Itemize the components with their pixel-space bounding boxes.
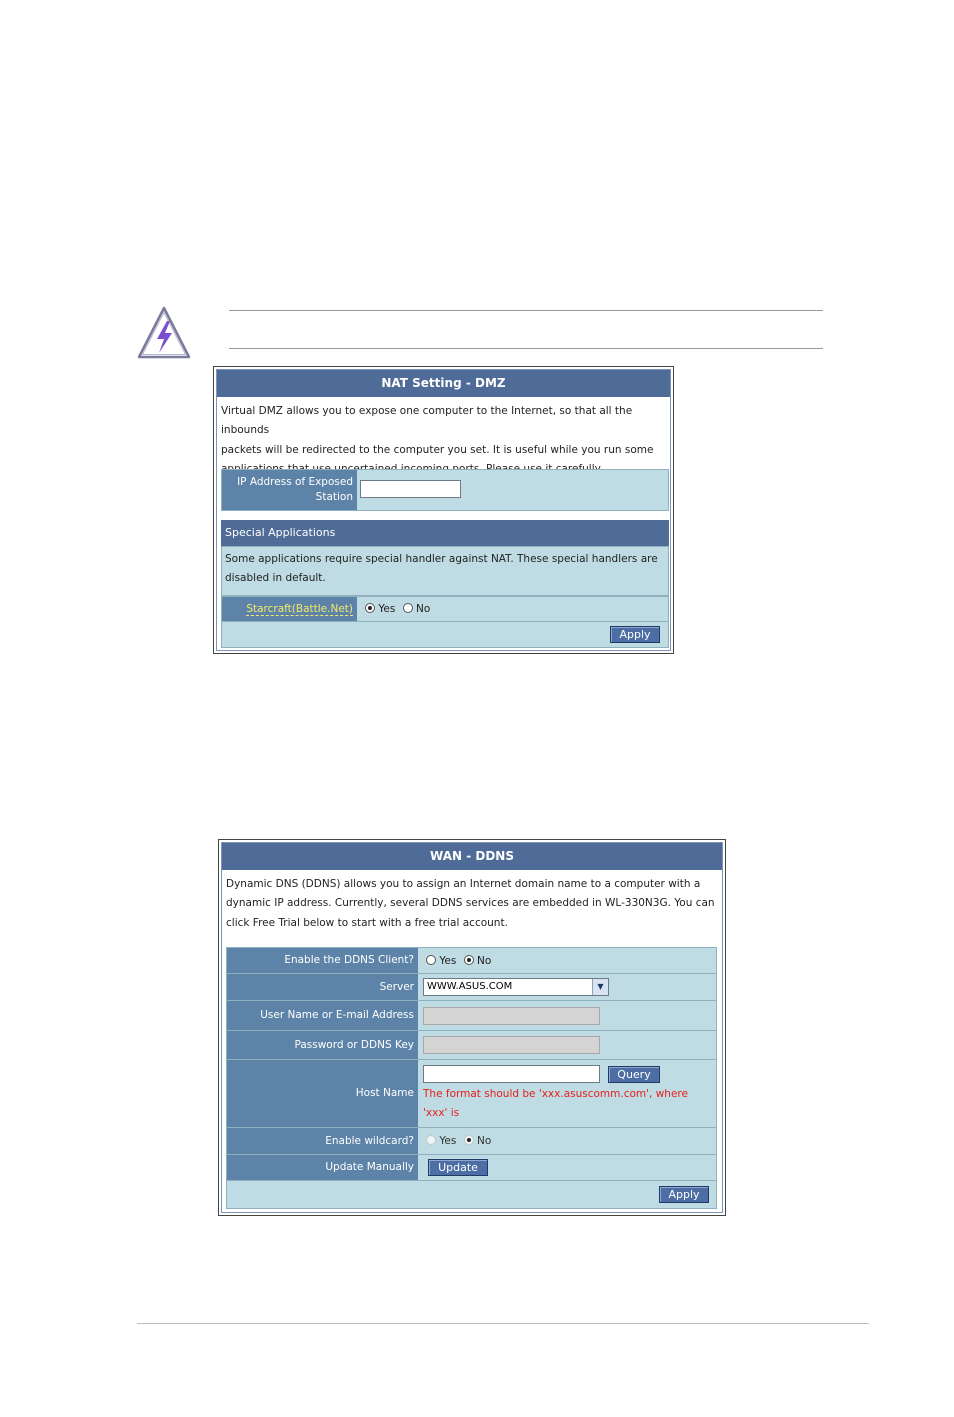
warning-lightning-icon [136,305,192,361]
ddns-user-input[interactable] [423,1007,600,1025]
dmz-apply-button[interactable]: Apply [610,626,660,643]
ddns-host-input[interactable] [423,1065,600,1083]
dmz-apply-row [221,622,669,648]
ddns-user-row [226,1001,717,1031]
dmz-description [221,402,667,479]
dmz-description-line: packets will be redirected to the computer you set. It is useful while you run some [221,443,654,456]
ddns-password-input[interactable] [423,1036,600,1054]
warning-bottom-rule [229,348,823,349]
ddns-server-label: Server [227,974,418,1000]
special-applications-header: Special Applications [221,520,669,546]
starcraft-yes-label: Yes [378,603,396,615]
starcraft-no-label: No [415,603,431,615]
ddns-host-row [226,1060,717,1128]
starcraft-label-cell [222,597,357,621]
ddns-user-label: User Name or E-mail Address [227,1001,418,1030]
dmz-ip-input[interactable] [360,480,461,498]
special-description-line: Some applications require special handler against NAT. These special handlers are [225,553,658,565]
ddns-enable-no-radio[interactable] [464,955,474,965]
ddns-enable-no-label: No [476,955,492,967]
ddns-enable-label: Enable the DDNS Client? [227,948,418,973]
ddns-wildcard-radio-group [426,1135,491,1147]
starcraft-radio-group [365,603,430,615]
ddns-description [226,875,720,933]
ddns-update-row [226,1155,717,1181]
special-applications-description-row [221,546,669,596]
special-description-line: disabled in default. [225,572,326,585]
dmz-title: NAT Setting - DMZ [217,370,670,397]
query-button[interactable]: Query [608,1066,660,1083]
ddns-enable-row [226,947,717,974]
ddns-description-line: Dynamic DNS (DDNS) allows you to assign an Internet domain name to a computer with a [226,878,701,890]
ddns-enable-radio-group [426,955,491,967]
ddns-server-value: WWW.ASUS.COM [427,981,513,992]
ddns-host-hint-line: The format should be 'xxx.asuscomm.com', where 'xxx' is [423,1088,688,1120]
ddns-password-row [226,1031,717,1060]
starcraft-yes-radio[interactable] [365,603,375,613]
dmz-ip-row [221,469,669,511]
starcraft-no-radio[interactable] [403,603,413,613]
starcraft-link[interactable]: Starcraft(Battle.Net) [246,603,353,615]
ddns-wildcard-yes-radio[interactable] [426,1135,436,1145]
ddns-update-label: Update Manually [227,1155,418,1180]
ddns-apply-row [226,1181,717,1209]
ddns-wildcard-row [226,1128,717,1155]
ddns-enable-yes-radio[interactable] [426,955,436,965]
chevron-down-icon[interactable]: ▼ [592,979,608,995]
starcraft-row [221,596,669,622]
ddns-host-label: Host Name [227,1060,418,1127]
ddns-wildcard-yes-label: Yes [439,1135,457,1147]
footer-rule [137,1323,869,1324]
ddns-panel [218,839,726,1216]
dmz-ip-label-line: Station [315,491,353,503]
ddns-description-line: click Free Trial below to start with a free trial account. [226,916,508,929]
ddns-server-row [226,974,717,1001]
dmz-description-line: Virtual DMZ allows you to expose one computer to the Internet, so that all the inbounds [221,405,633,437]
update-button[interactable]: Update [428,1159,488,1176]
ddns-wildcard-no-label: No [476,1135,492,1147]
dmz-ip-label-line: IP Address of Exposed [237,476,353,488]
ddns-password-label: Password or DDNS Key [227,1031,418,1059]
dmz-ip-label [222,470,357,510]
ddns-title: WAN - DDNS [222,843,722,870]
ddns-server-select[interactable] [423,978,609,996]
dmz-panel [213,366,674,654]
warning-top-rule [229,310,823,311]
ddns-enable-yes-label: Yes [439,955,457,967]
ddns-apply-button[interactable]: Apply [659,1186,709,1203]
ddns-description-line: dynamic IP address. Currently, several DDNS services are embedded in WL-330N3G. You can [226,897,715,910]
special-applications-description [225,550,665,589]
ddns-wildcard-label: Enable wildcard? [227,1128,418,1154]
ddns-wildcard-no-radio[interactable] [464,1135,474,1145]
